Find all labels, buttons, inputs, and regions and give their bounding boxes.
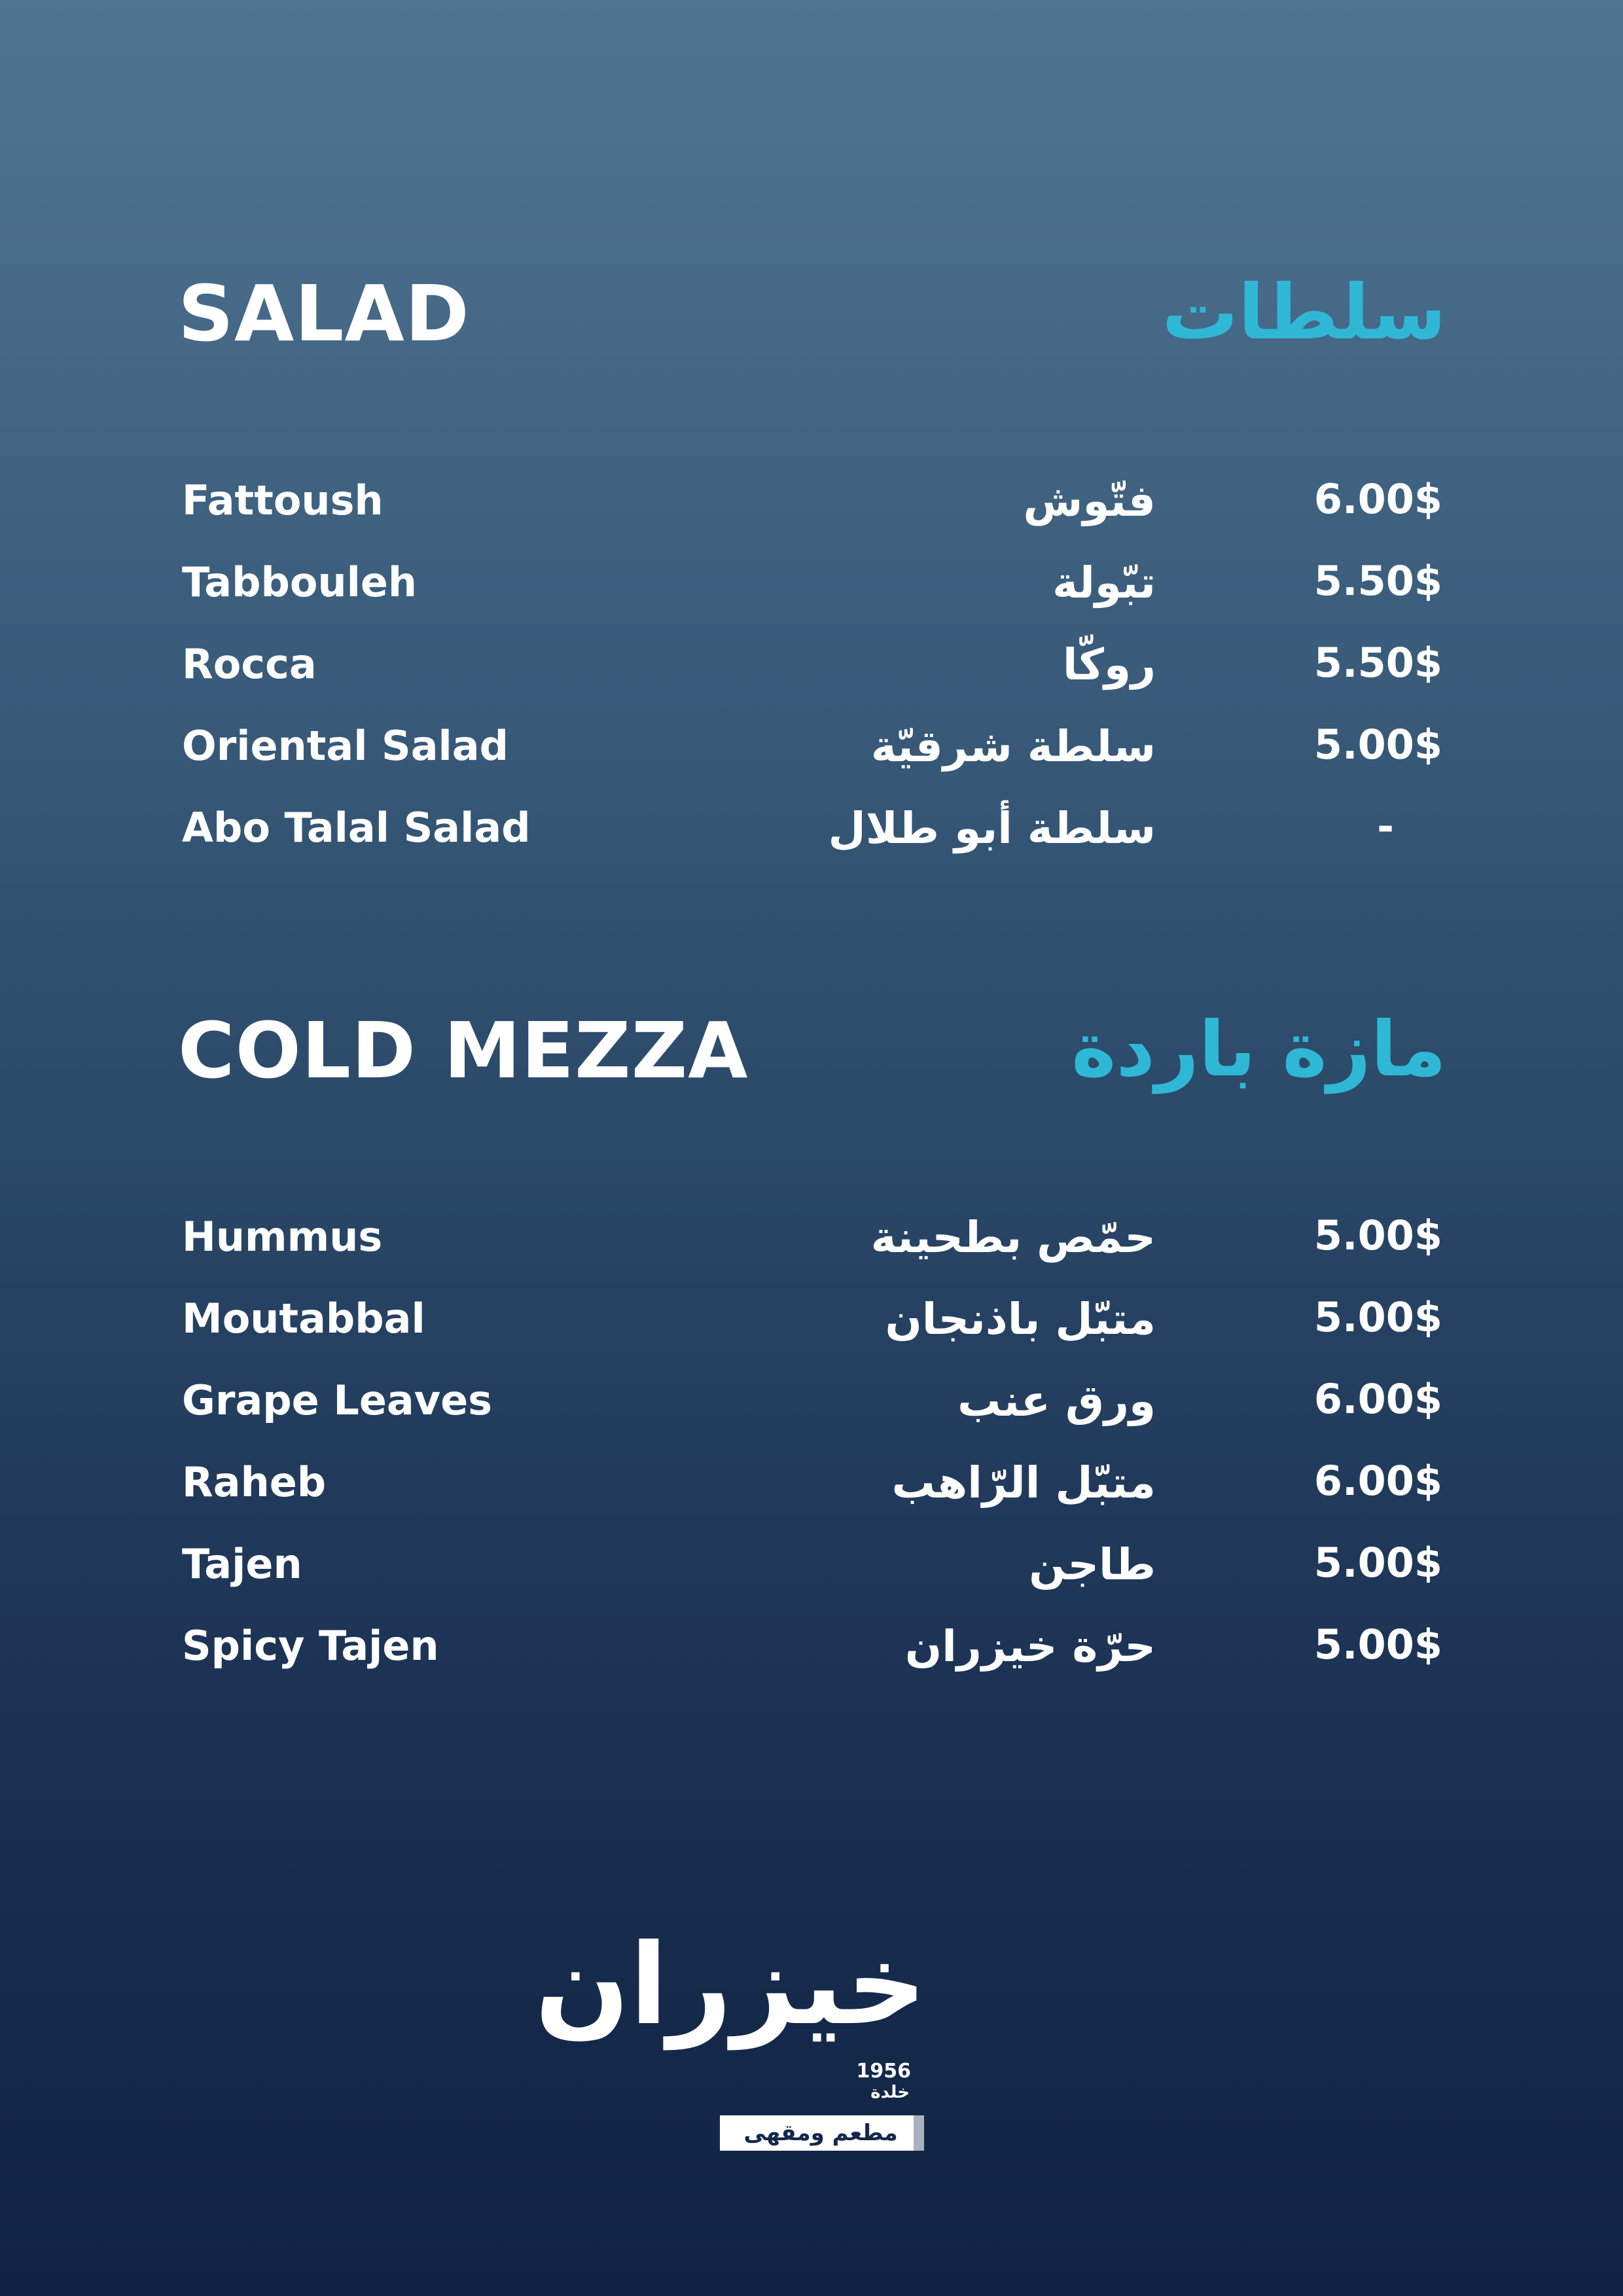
cold-mezza-title-ar: مازة باردة — [1071, 1005, 1446, 1094]
item-price: 5.00$ — [1313, 1293, 1442, 1341]
logo-tagline-text: مطعم ومقهى — [743, 2120, 898, 2146]
item-name-en: Oriental Salad — [182, 722, 508, 770]
cold-mezza-title-en: COLD MEZZA — [178, 1005, 749, 1096]
menu-item — [0, 798, 1623, 880]
menu-item — [0, 1208, 1623, 1289]
item-name-en: Moutabbal — [182, 1295, 425, 1342]
item-name-en: Spicy Tajen — [182, 1622, 439, 1670]
item-price: 6.00$ — [1313, 1375, 1442, 1423]
item-name-en: Abo Talal Salad — [182, 804, 531, 852]
logo-tag-accent — [914, 2115, 924, 2151]
item-name-ar: حرّة خيزران — [904, 1621, 1156, 1672]
menu-item — [0, 1535, 1623, 1617]
item-name-ar: تبّولة — [1052, 558, 1156, 608]
item-price: 5.00$ — [1313, 721, 1442, 768]
menu-item — [0, 553, 1623, 635]
item-name-en: Grape Leaves — [182, 1376, 493, 1424]
menu-item — [0, 635, 1623, 717]
menu-item — [0, 1371, 1623, 1453]
item-name-en: Raheb — [182, 1458, 327, 1506]
restaurant-logo — [535, 1920, 927, 2153]
item-price: 5.00$ — [1313, 1539, 1442, 1587]
salad-items-list — [0, 471, 1623, 880]
menu-item — [0, 1289, 1623, 1371]
item-price: - — [1377, 802, 1394, 850]
item-name-en: Tabbouleh — [182, 558, 418, 606]
menu-item — [0, 1453, 1623, 1535]
item-name-ar: روكّا — [1062, 639, 1156, 690]
logo-city: خلدة — [870, 2083, 910, 2102]
logo-tagline — [720, 2115, 921, 2151]
item-price: 5.50$ — [1313, 557, 1442, 605]
item-price: 5.50$ — [1313, 639, 1442, 687]
salad-title-ar: سلطات — [1162, 268, 1446, 357]
item-name-ar: حمّص بطحينة — [870, 1212, 1156, 1263]
logo-year: 1956 — [856, 2060, 911, 2083]
logo-brand-name: خيزران — [535, 1920, 927, 2050]
item-name-ar: طاجن — [1029, 1539, 1156, 1590]
item-name-ar: فتّوش — [1023, 476, 1156, 526]
item-price: 6.00$ — [1313, 1457, 1442, 1505]
item-name-ar: متبّل باذنجان — [885, 1294, 1156, 1344]
item-price: 5.00$ — [1313, 1621, 1442, 1668]
item-name-en: Tajen — [182, 1540, 302, 1588]
item-name-ar: سلطة شرقيّة — [870, 721, 1156, 772]
item-name-en: Hummus — [182, 1213, 383, 1261]
item-name-ar: سلطة أبو طلال — [828, 803, 1156, 853]
item-price: 5.00$ — [1313, 1211, 1442, 1259]
cold-mezza-items-list — [0, 1208, 1623, 1698]
item-name-ar: ورق عنب — [957, 1376, 1156, 1426]
item-price: 6.00$ — [1313, 475, 1442, 523]
salad-title-en: SALAD — [178, 268, 470, 359]
item-name-en: Fattoush — [182, 476, 383, 524]
menu-item — [0, 1617, 1623, 1698]
menu-item — [0, 471, 1623, 553]
item-name-en: Rocca — [182, 640, 317, 688]
menu-item — [0, 717, 1623, 798]
item-name-ar: متبّل الرّاهب — [891, 1458, 1156, 1508]
